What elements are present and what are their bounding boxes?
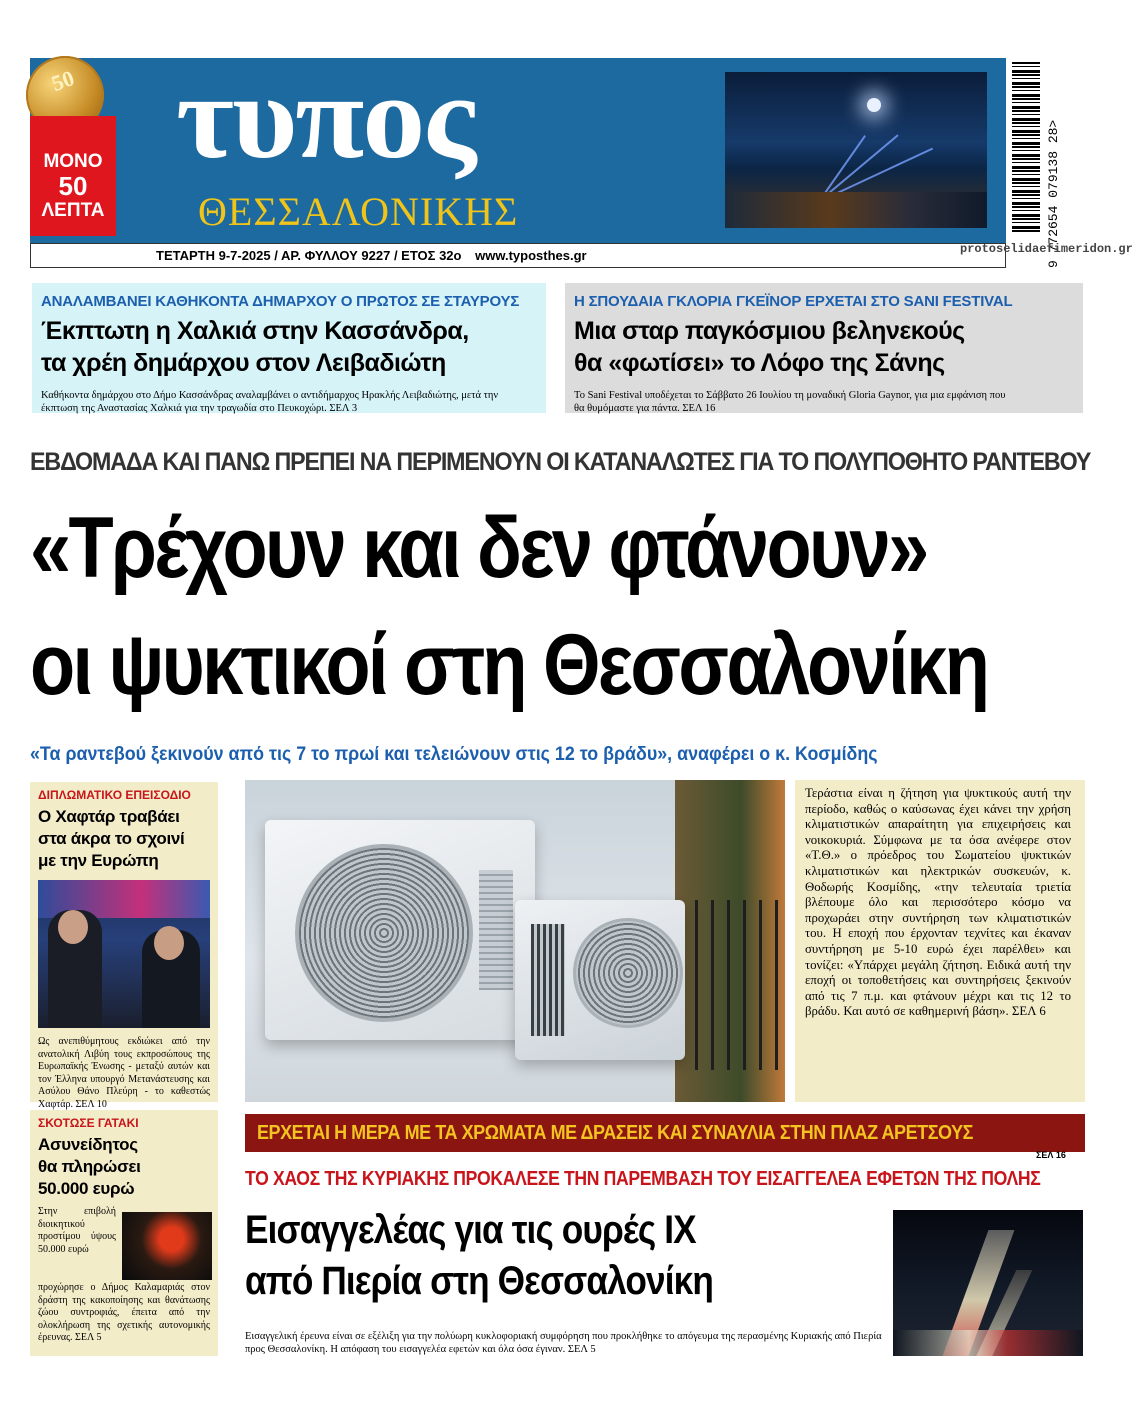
headline-line: Μια σταρ παγκόσμιου βεληνεκούς <box>574 317 965 345</box>
event-banner[interactable] <box>245 1114 1085 1152</box>
night-scene-photo <box>122 1212 212 1280</box>
highway-traffic-photo <box>893 1210 1083 1356</box>
air-conditioner-photo <box>245 780 785 1102</box>
price-line-3: ΛΕΠΤΑ <box>41 200 105 221</box>
story-kicker: ΣΚΟΤΩΣΕ ΓΑΤΑΚΙ <box>38 1116 139 1130</box>
person-head <box>154 926 184 960</box>
fan-grille-icon <box>295 844 473 1022</box>
source-watermark: protoselidaefimeridon.gr <box>960 242 1133 256</box>
story-headline <box>574 315 965 379</box>
masthead <box>30 50 1006 268</box>
price-line-1: ΜΟΝΟ <box>43 151 103 172</box>
bottom-story-body: Εισαγγελική έρευνα είναι σε εξέλιξη για την πολύωρη κυκλοφοριακή συμφόρηση που προκλήθηκε το απόγευμα της περασμένης Κυριακής από Πιερία προς Θεσσαλονίκη. Η απόφαση του εισαγγελέα εφετών και όλα όσα έγιναν. ΣΕΛ 5 <box>245 1331 882 1355</box>
bottom-headline-line-2[interactable]: από Πιερία στη Θεσσαλονίκη <box>245 1259 713 1303</box>
issue-info-bar <box>30 243 1006 268</box>
ac-unit-back <box>515 900 685 1060</box>
headline-line: Ασυνείδητος <box>38 1135 138 1154</box>
light-beam <box>828 134 898 193</box>
ac-unit-front <box>265 820 535 1040</box>
side-story-kitten[interactable] <box>30 1110 218 1356</box>
headline-line: 50.000 ευρώ <box>38 1179 135 1198</box>
side-vent <box>531 924 565 1036</box>
story-headline <box>41 315 469 379</box>
main-story-kicker: ΕΒΔΟΜΑΔΑ ΚΑΙ ΠΑΝΩ ΠΡΕΠΕΙ ΝΑ ΠΕΡΙΜΕΝΟΥΝ ΟΙ ΚΑΤΑΝΑΛΩΤΕΣ ΓΙΑ ΤΟ ΠΟΛΥΠΟΘΗΤΟ ΡΑΝΤΕΒΟΥ <box>30 448 1091 476</box>
person-head <box>58 910 88 944</box>
story-kicker: ΑΝΑΛΑΜΒΑΝΕΙ ΚΑΘΗΚΟΝΤΑ ΔΗΜΑΡΧΟΥ Ο ΠΡΩΤΟΣ ΣΕ ΣΤΑΥΡΟΥΣ <box>41 293 520 310</box>
issue-details: ΤΕΤΑΡΤΗ 9-7-2025 / ΑΡ. ΦΥΛΛΟΥ 9227 / ΕΤΟΣ 32ο <box>156 248 462 263</box>
event-banner-page: ΣΕΛ 16 <box>1036 1150 1066 1160</box>
sani-festival-photo <box>725 72 987 228</box>
story-body: Ως ανεπιθύμητους εκδιώκει από την ανατολική Λιβύη τους εκπροσώπους της Ευρωπαϊκής Ένωσης - μεταξύ αυτών και τον Έλληνα υπουργό Μετανάστευσης και Ασύλου Θάνο Πλεύρη - το καθεστώς Χαφτάρ. ΣΕΛ 10 <box>38 1036 210 1110</box>
main-headline-line-1[interactable]: «Τρέχουν και δεν φτάνουν» <box>30 500 927 596</box>
event-banner-text: ΕΡΧΕΤΑΙ Η ΜΕΡΑ ΜΕ ΤΑ ΧΡΩΜΑΤΑ ΜΕ ΔΡΑΣΕΙΣ ΚΑΙ ΣΥΝΑΥΛΙΑ ΣΤΗΝ ΠΛΑΖ ΑΡΕΤΣΟΥΣ <box>257 1122 974 1144</box>
story-kicker: ΔΙΠΛΩΜΑΤΙΚΟ ΕΠΕΙΣΟΔΙΟ <box>38 788 191 802</box>
story-body: Καθήκοντα δημάρχου στο Δήμο Κασσάνδρας αναλαμβάνει ο αντιδήμαρχος Ηρακλής Λειβαδιώτης, μετά την έκπτωση της Αναστασίας Χαλκιά για την τραγωδία στο Πευκοχώρι. ΣΕΛ 3 <box>41 390 499 414</box>
barcode <box>1012 62 1040 232</box>
headline-line: θα πληρώσει <box>38 1157 141 1176</box>
toll-station <box>893 1330 1083 1356</box>
main-headline-line-2[interactable]: οι ψυκτικοί στη Θεσσαλονίκη <box>30 617 988 713</box>
barcode-number: 9 772654 079138 28> <box>1046 119 1061 268</box>
light-beam <box>833 148 934 196</box>
headline-line: με την Ευρώπη <box>38 851 159 870</box>
story-headline <box>38 806 184 872</box>
conference-photo <box>38 880 210 1028</box>
top-story-kassandra[interactable] <box>32 283 546 413</box>
newspaper-logo[interactable]: τυπος <box>176 50 475 183</box>
headline-line: στα άκρα το σχοινί <box>38 829 185 848</box>
headline-line: θα «φωτίσει» το Λόφο της Σάνης <box>574 349 945 377</box>
balcony-railing <box>695 900 785 1070</box>
website-link[interactable]: www.typosthes.gr <box>475 248 587 263</box>
price-line-2: 50 <box>58 171 88 201</box>
coin-value: 50 <box>48 65 78 97</box>
story-headline <box>38 1134 141 1200</box>
masthead-banner <box>30 50 1006 243</box>
bottom-headline-line-1[interactable]: Εισαγγελέας για τις ουρές ΙΧ <box>245 1208 696 1252</box>
newspaper-sublogo: ΘΕΣΣΑΛΟΝΙΚΗΣ <box>198 189 519 234</box>
side-vent <box>479 870 513 990</box>
story-body: προχώρησε ο Δήμος Καλαμαριάς στον δράστη της κακοποίησης και θανάτωσης ζώου συντροφιάς, έπειτα από την ολοκλήρωση της σχετικής αυτονομικής έρευνας. ΣΕΛ 5 <box>38 1282 210 1343</box>
bottom-story-kicker: ΤΟ ΧΑΟΣ ΤΗΣ ΚΥΡΙΑΚΗΣ ΠΡΟΚΑΛΕΣΕ ΤΗΝ ΠΑΡΕΜΒΑΣΗ ΤΟΥ ΕΙΣΑΓΓΕΛΕΑ ΕΦΕΤΩΝ ΤΗΣ ΠΟΛΗΣ <box>245 1168 1041 1190</box>
top-story-sani-festival[interactable] <box>565 283 1083 413</box>
main-story-quote: «Τα ραντεβού ξεκινούν από τις 7 το πρωί και τελειώνουν στις 12 το βράδυ», αναφέρει ο κ. Κοσμίδης <box>30 744 878 765</box>
story-kicker: Η ΣΠΟΥΔΑΙΑ ΓΚΛΟΡΙΑ ΓΚΕΪΝΟΡ ΕΡΧΕΤΑΙ ΣΤΟ SANI FESTIVAL <box>574 293 1013 310</box>
headline-line: Έκπτωτη η Χαλκιά στην Κασσάνδρα, <box>41 317 469 345</box>
story-body: Το Sani Festival υποδέχεται το Σάββατο 26 Ιουλίου τη μοναδική Gloria Gaynor, για μια εμφάνιση που θα θυμόμαστε για πάντα. ΣΕΛ 16 <box>574 390 1006 414</box>
moon-icon <box>867 98 881 112</box>
side-story-haftar[interactable] <box>30 782 218 1110</box>
fan-grille-icon <box>573 918 683 1028</box>
coastline <box>725 192 987 228</box>
headline-line: Ο Χαφτάρ τραβάει <box>38 807 180 826</box>
headline-line: τα χρέη δημάρχου στον Λειβαδιώτη <box>41 349 446 377</box>
story-body-narrow: Στην επιβολή διοικητικού προστίμου ύψους 50.000 ευρώ <box>38 1206 116 1255</box>
main-story-body: Τεράστια είναι η ζήτηση για ψυκτικούς αυτή την περίοδο, καθώς ο καύσωνας έχει κάνει την χρήση κλιματιστικών απαραίτητη για επιχειρήσεις και νοικοκυριά. Σύμφωνα με τα όσα ανέφερε στον «Τ.Θ.» ο πρόεδρος του Σωματείου ψυκτικών κλιματιστικών και ηλεκτρικών συσκευών, κ. Θοδωρής Κοσμίδης, «την τελευταία τριετία βλέπουμε όλο και περισσότερο κόσμο να προχωράει στην συντήρηση των κλιματιστικών του. Η εποχή που έρχονταν τεχνίτες και έκαναν συντήρηση με 5-10 ευρώ έχει παρέλθει» και τονίζει: «Υπάρχει μεγάλη ζήτηση. Ειδικά αυτή την εποχή οι τοποθετήσεις και συντηρήσεις ξεκινούν από τις 7 π.μ. και φτάνουν μέχρι και τις 12 το βράδυ. Και αυτό σε καθημερινή βάση». ΣΕΛ 6 <box>805 786 1071 1019</box>
main-story-text-box <box>795 780 1085 1102</box>
price-badge <box>30 116 116 236</box>
